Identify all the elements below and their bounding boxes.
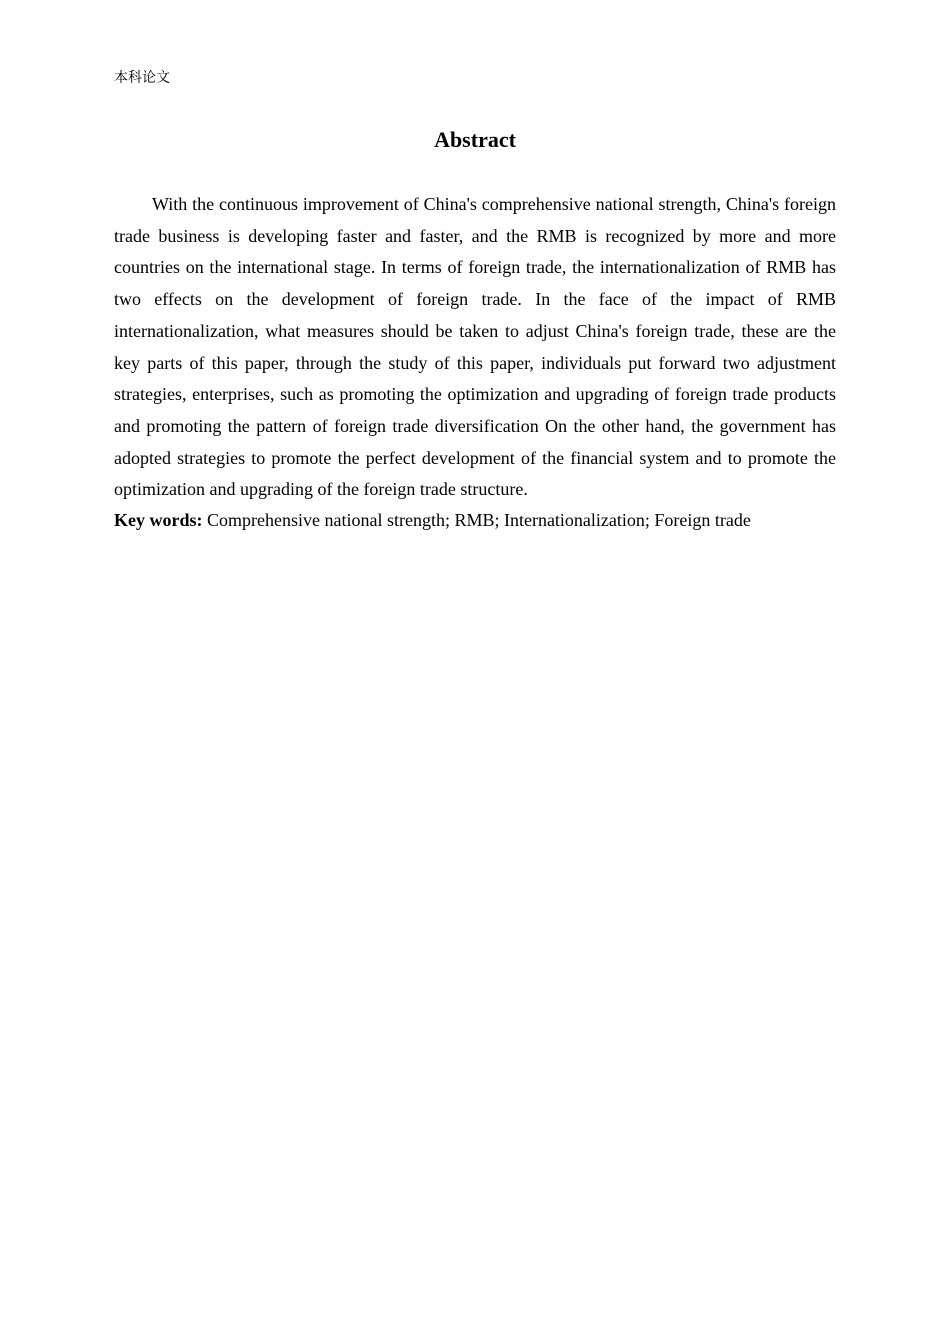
abstract-body: With the continuous improvement of China's comprehensive national strength, China's foreign trade business is developing faster and faster, and the RMB is recognized by more and more countries on the international stage. In terms of foreign trade, the internationalization of RMB has two effects on the development of foreign trade. In the face of the impact of RMB internationalization, what measures should be taken to adjust China's foreign trade, these are the key parts of this paper, through the study of this paper, individuals put forward two adjustment strategies, enterprises, such as promoting the optimization and upgrading of foreign trade products and promoting the pattern of foreign trade diversification On the other hand, the government has adopted strategies to promote the perfect development of the financial system and to promote the optimization and upgrading of the foreign trade structure. xyxy=(114,194,836,500)
keywords-value: Comprehensive national strength; RMB; Internationalization; Foreign trade xyxy=(202,510,751,530)
keywords-line xyxy=(114,505,836,537)
keywords-label: Key words: xyxy=(114,510,203,530)
running-header: 本科论文 xyxy=(114,70,170,86)
abstract-title: Abstract xyxy=(434,127,516,152)
